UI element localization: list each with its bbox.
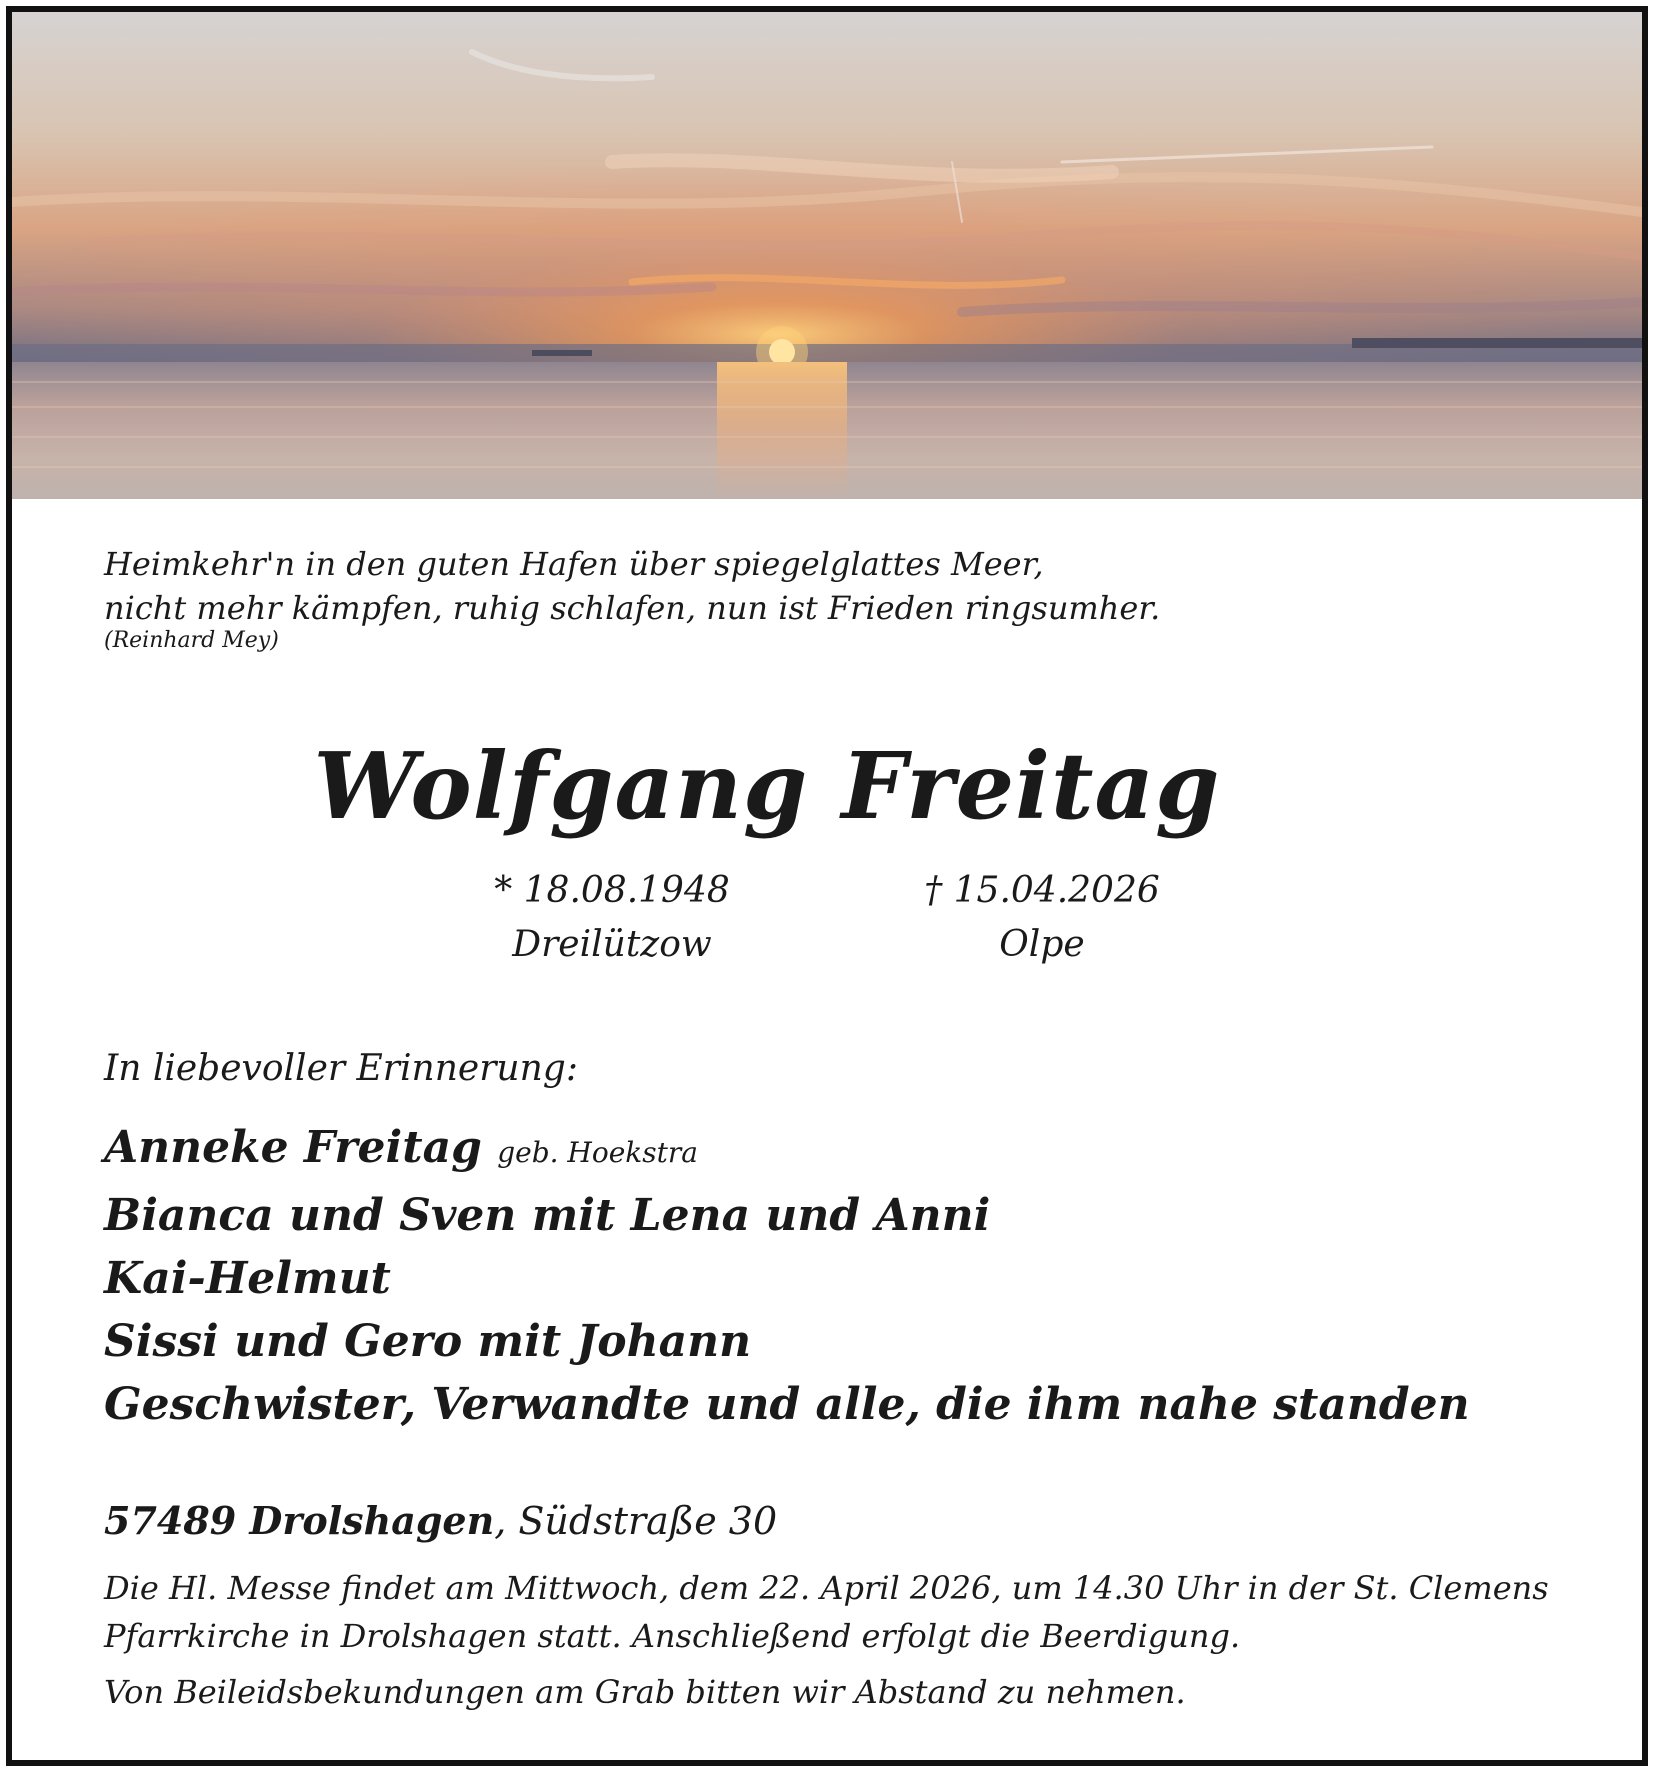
mourner-name: Anneke Freitag bbox=[104, 1122, 482, 1173]
obituary-card bbox=[6, 6, 1648, 1766]
address bbox=[104, 1498, 777, 1543]
birth-info bbox=[422, 864, 802, 972]
mass-notice: Die Hl. Messe findet am Mittwoch, dem 22. April 2026, um 14.30 Uhr in der St. Clemens Pfarrkirche in Drolshagen statt. Anschließend erfolgt die Beerdigung. bbox=[104, 1569, 1549, 1655]
service-notice bbox=[104, 1564, 1624, 1716]
maiden-name: geb. Hoekstra bbox=[497, 1136, 698, 1169]
death-date: † 15.04.2026 bbox=[924, 870, 1160, 911]
birth-date: * 18.08.1948 bbox=[494, 870, 730, 911]
mourners-list bbox=[104, 1116, 1470, 1436]
quote-line-1: Heimkehr'n in den guten Hafen über spiegelglattes Meer, bbox=[104, 545, 1044, 583]
condolence-notice: Von Beileidsbekundungen am Grab bitten wir Abstand zu nehmen. bbox=[104, 1673, 1186, 1711]
quote-author: (Reinhard Mey) bbox=[104, 628, 279, 653]
quote-line-2: nicht mehr kämpfen, ruhig schlafen, nun ist Frieden ringsumher. bbox=[104, 589, 1161, 627]
memory-intro: In liebevoller Erinnerung: bbox=[104, 1048, 578, 1089]
address-city: 57489 Drolshagen bbox=[104, 1498, 495, 1543]
quote bbox=[104, 542, 1160, 630]
address-street: Südstraße 30 bbox=[518, 1499, 778, 1543]
sunset-photo bbox=[12, 12, 1642, 499]
mourner-line: Bianca und Sven mit Lena und Anni bbox=[104, 1190, 991, 1241]
birth-place: Dreilützow bbox=[512, 924, 712, 965]
mourner-line bbox=[104, 1116, 1470, 1184]
deceased-name: Wolfgang Freitag bbox=[313, 732, 1221, 840]
death-info bbox=[852, 864, 1232, 972]
address-separator: , bbox=[494, 1499, 519, 1543]
mourner-line: Geschwister, Verwandte und alle, die ihm nahe standen bbox=[104, 1379, 1470, 1430]
mourner-line: Sissi und Gero mit Johann bbox=[104, 1316, 752, 1367]
mourner-line: Kai-Helmut bbox=[104, 1253, 391, 1304]
death-place: Olpe bbox=[999, 924, 1085, 965]
